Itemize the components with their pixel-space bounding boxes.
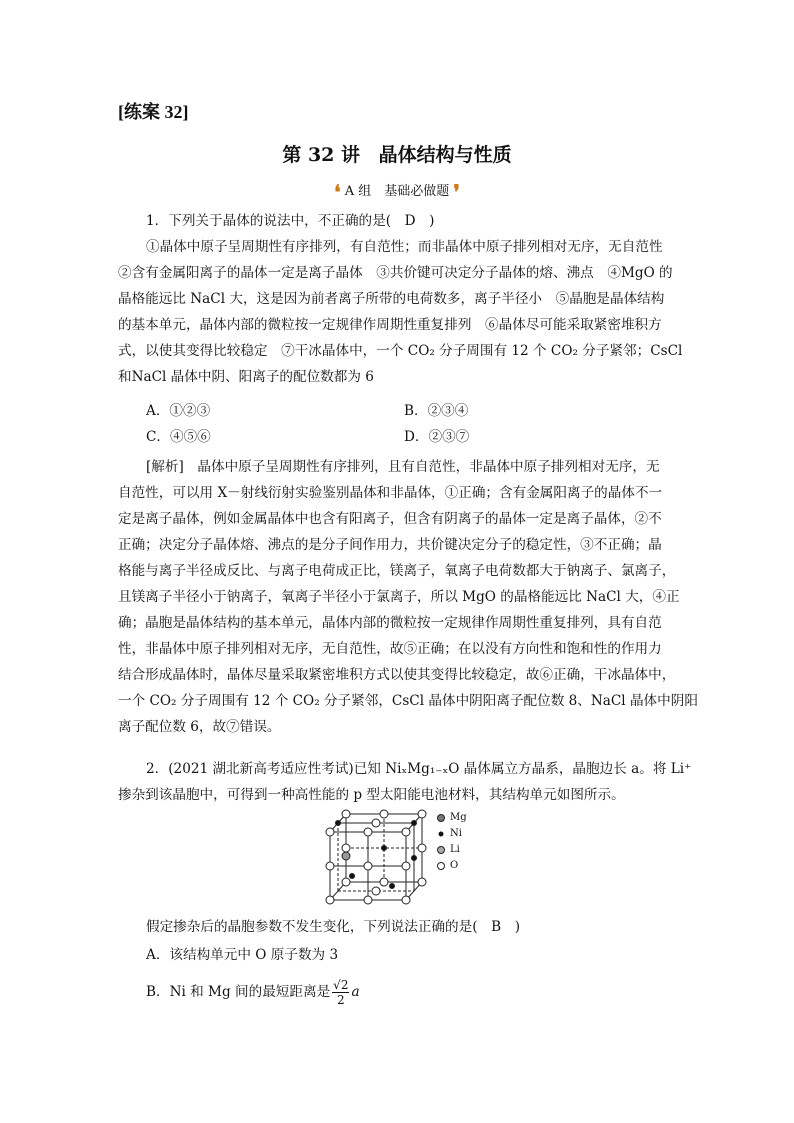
section-banner [0,180,794,204]
practice-label: [练案 32] [118,102,189,122]
li-marker-icon [436,845,446,855]
analysis-line: 一个 CO₂ 分子周围有 12 个 CO₂ 分子紧邻，CsCl 晶体中阴阳离子配位数 8、NaCl 晶体中阴阳 [118,693,698,709]
ni-marker-icon [436,829,446,839]
analysis-line: 性，非晶体中原子排列相对无序，无自范性，故⑤正确；在以没有方向性和饱和性的作用力 [118,641,662,657]
analysis-line: 格能与离子半径成反比、与离子电荷成正比，镁离子，氧离子电荷数都大于钠离子、氯离子， [118,563,676,579]
q1-option-b: B．②③④ [404,403,469,419]
q1-line: 晶格能远比 NaCl 大，这是因为前者离子所带的电荷数多，离子半径小 ⑤晶胞是晶体结构 [118,291,665,307]
q1-line: ①晶体中原子呈周期性有序排列，有自范性；而非晶体中原子排列相对无序，无自范性 [146,239,663,255]
analysis-line: 结合形成晶体时，晶体尽量采取紧密堆积方式以使其变得比较稳定，故⑥正确，干冰晶体中， [118,667,676,683]
q1-line: 式，以使其变得比较稳定 ⑦干冰晶体中，一个 CO₂ 分子周围有 12 个 CO₂ 分子紧邻；CsCl [118,343,683,359]
legend-item: Li [436,842,467,858]
analysis-line: 自范性，可以用 X－射线衍射实验鉴别晶体和非晶体，①正确；含有金属阳离子的晶体不一 [118,485,663,501]
lecture-number: 第 32 讲 [282,144,361,166]
legend-item: Ni [436,826,467,842]
q2-stem: 掺杂到该晶胞中，可得到一种高性能的 p 型太阳能电池材料，其结构单元如图所示。 [118,787,625,803]
crystal-structure-diagram [322,806,434,906]
page-title [0,140,794,167]
analysis-line: 离子配位数 6，故⑦错误。 [118,719,281,735]
q2-stem: 2．(2021 湖北新高考适应性考试)已知 NiₓMg₁₋ₓO 晶体属立方晶系，晶胞边长 a。将 Li⁺ [146,761,692,777]
section-label: A 组 基础必做题 [344,184,450,199]
q1-option-d: D．②③⑦ [404,429,470,445]
close-quote-icon: ❜ [453,180,460,204]
q2-option-a: A．该结构单元中 O 原子数为 3 [146,947,339,963]
analysis-line: 定是离子晶体，例如金属晶体中也含有阳离子，但含有阴离子的晶体一定是离子晶体，②不 [118,511,662,527]
legend-item: Mg [436,810,467,826]
fraction: $\frac{√2}{2}$ [333,978,349,1007]
analysis-line: 正确；决定分子晶体熔、沸点的是分子间作用力，共价键决定分子的稳定性，③不正确；晶 [118,537,662,553]
lecture-topic: 晶体结构与性质 [378,144,512,166]
q2-question: 假定掺杂后的晶胞参数不发生变化，下列说法正确的是( B ) [146,919,521,935]
o-marker-icon [436,861,446,871]
q2-option-b: B．Ni 和 Mg 间的最短距离是 $\frac{√2}{2}$ a [146,978,360,1007]
q1-stem: 1．下列关于晶体的说法中，不正确的是( D ) [146,213,435,229]
q1-option-c: C．④⑤⑥ [146,429,211,445]
open-quote-icon: ❛ [334,180,341,204]
diagram-legend [436,810,467,874]
legend-item: O [436,858,467,874]
mg-marker-icon [436,813,446,823]
analysis-line: 且镁离子半径小于钠离子，氧离子半径小于氯离子，所以 MgO 的晶格能远比 NaCl 大，④正 [118,589,680,605]
q1-line: 和NaCl 晶体中阴、阳离子的配位数都为 6 [118,369,374,385]
q1-line: 的基本单元，晶体内部的微粒按一定规律作周期性重复排列 ⑥晶体尽可能采取紧密堆积方 [118,317,662,333]
analysis-line: [解析] 晶体中原子呈周期性有序排列，且有自范性，非晶体中原子排列相对无序，无 [146,459,660,475]
q1-line: ②含有金属阳离子的晶体一定是离子晶体 ③共价键可决定分子晶体的熔、沸点 ④MgO 的 [118,265,673,281]
analysis-line: 确；晶胞是晶体结构的基本单元，晶体内部的微粒按一定规律作周期性重复排列，具有自范 [118,615,662,631]
q1-option-a: A．①②③ [146,403,211,419]
